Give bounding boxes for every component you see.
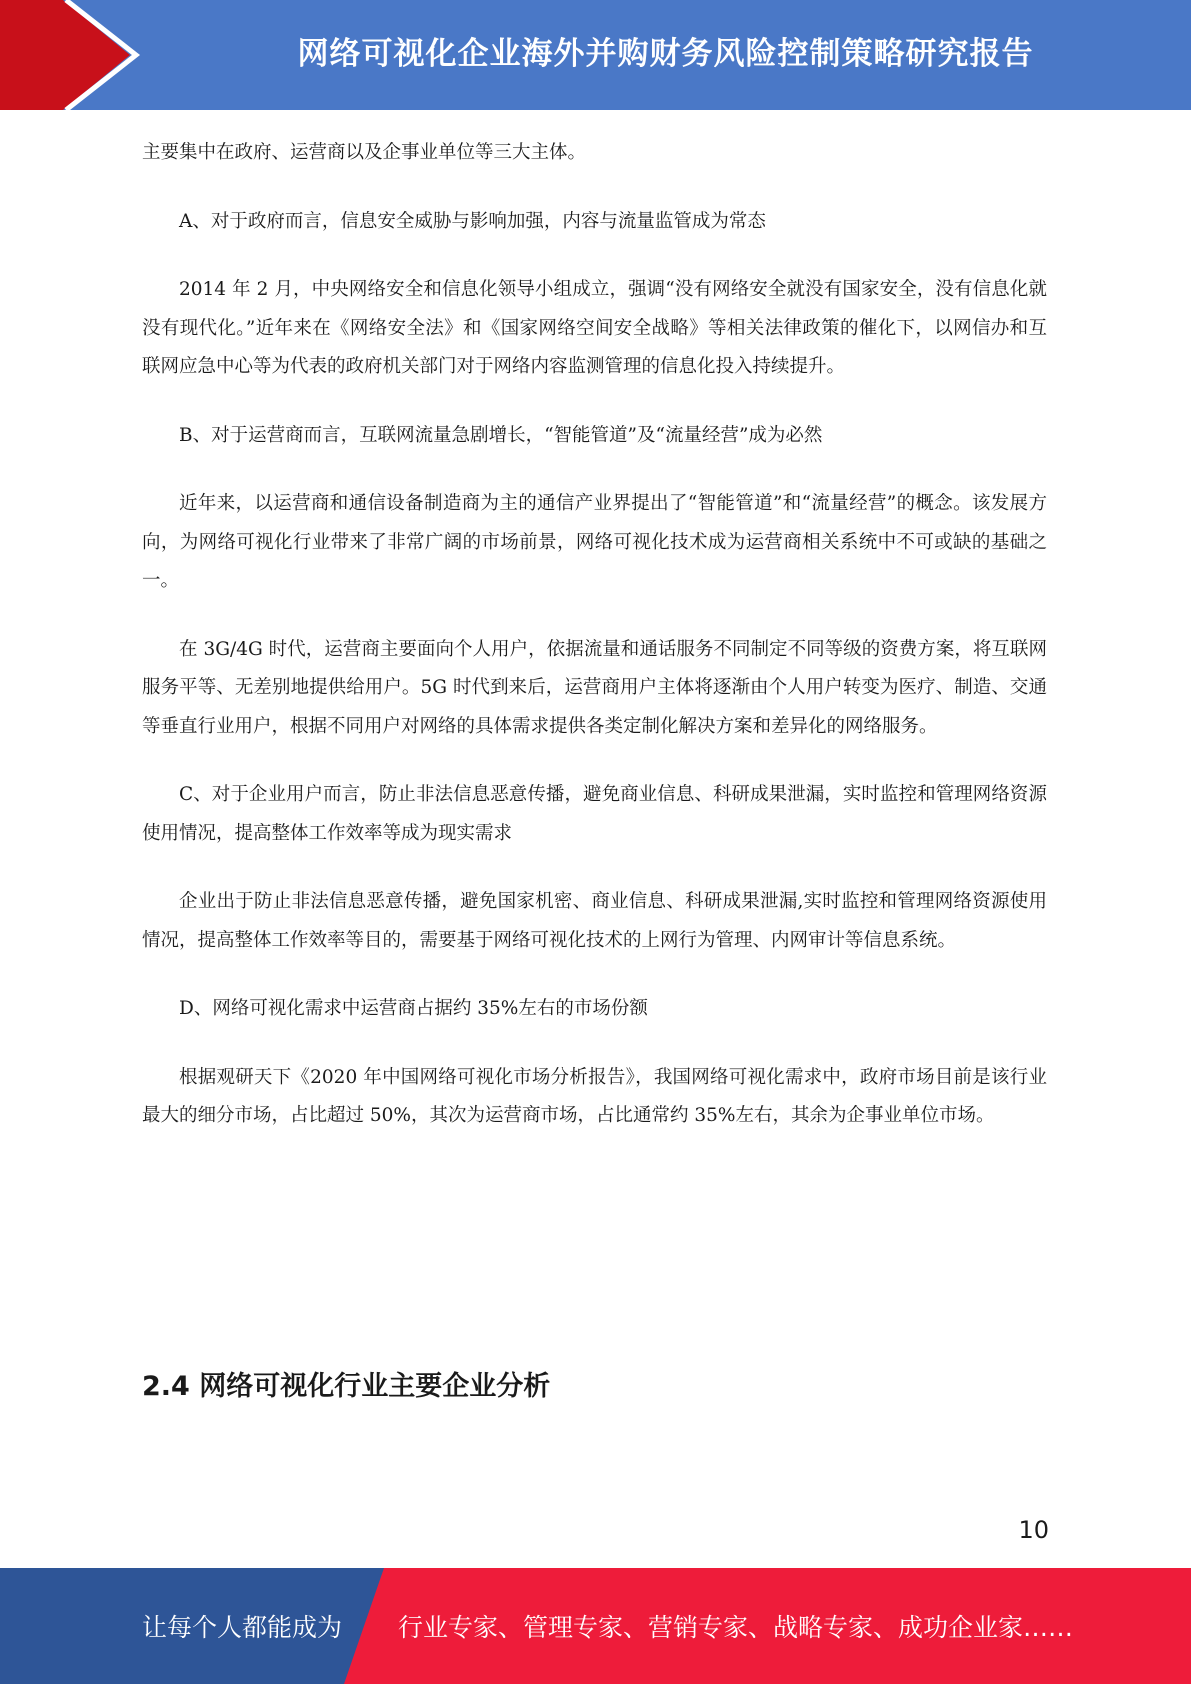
footer-slogan-left: 让每个人都能成为 xyxy=(142,1613,343,1642)
paragraph: 根据观研天下《2020 年中国网络可视化市场分析报告》，我国网络可视化需求中，政府市场目前是该行业最大的细分市场，占比超过 50%，其次为运营商市场，占比通常约 35%左右，其余为企事业单位市场。 xyxy=(142,1066,1047,1126)
paragraph: 2014 年 2 月，中央网络安全和信息化领导小组成立，强调“没有网络安全就没有国家安全，没有信息化就没有现代化。”近年来在《网络安全法》和《国家网络空间安全战略》等相关法律政策的催化下，以网信办和互联网应急中心等为代表的政府机关部门对于网络内容监测管理的信息化投入持续提升。 xyxy=(142,279,1047,377)
paragraph: 主要集中在政府、运营商以及企事业单位等三大主体。 xyxy=(142,142,587,163)
page-number: 10 xyxy=(1018,1516,1049,1544)
page-header xyxy=(0,0,1191,110)
subheading-c: C、对于企业用户而言，防止非法信息恶意传播，避免商业信息、科研成果泄漏，实时监控和管理网络资源使用情况，提高整体工作效率等成为现实需求 xyxy=(142,784,1047,844)
subheading-b: B、对于运营商而言，互联网流量急剧增长，“智能管道”及“流量经营”成为必然 xyxy=(179,424,823,446)
subheading-a: A、对于政府而言，信息安全威胁与影响加强，内容与流量监管成为常态 xyxy=(179,210,766,232)
header-arrow-icon xyxy=(0,0,160,110)
document-body xyxy=(142,134,1047,1166)
report-title: 网络可视化企业海外并购财务风险控制策略研究报告 xyxy=(297,35,1034,72)
page-footer xyxy=(0,1568,1191,1684)
paragraph: 近年来，以运营商和通信设备制造商为主的通信产业界提出了“智能管道”和“流量经营”的概念。该发展方向，为网络可视化行业带来了非常广阔的市场前景，网络可视化技术成为运营商相关系统中不可或缺的基础之一。 xyxy=(142,493,1047,591)
subheading-d: D、网络可视化需求中运营商占据约 35%左右的市场份额 xyxy=(179,998,648,1019)
paragraph: 企业出于防止非法信息恶意传播，避免国家机密、商业信息、科研成果泄漏,实时监控和管理网络资源使用情况，提高整体工作效率等目的，需要基于网络可视化技术的上网行为管理、内网审计等信息系统。 xyxy=(142,891,1047,951)
section-heading: 2.4 网络可视化行业主要企业分析 xyxy=(142,1371,551,1402)
footer-slogan-right: 行业专家、管理专家、营销专家、战略专家、成功企业家…… xyxy=(398,1613,1074,1642)
paragraph: 在 3G/4G 时代，运营商主要面向个人用户，依据流量和通话服务不同制定不同等级的资费方案，将互联网服务平等、无差别地提供给用户。5G 时代到来后，运营商用户主体将逐渐由个人用户转变为医疗、制造、交通等垂直行业用户，根据不同用户对网络的具体需求提供各类定制化解决方案和差异化的网络服务。 xyxy=(142,638,1047,737)
